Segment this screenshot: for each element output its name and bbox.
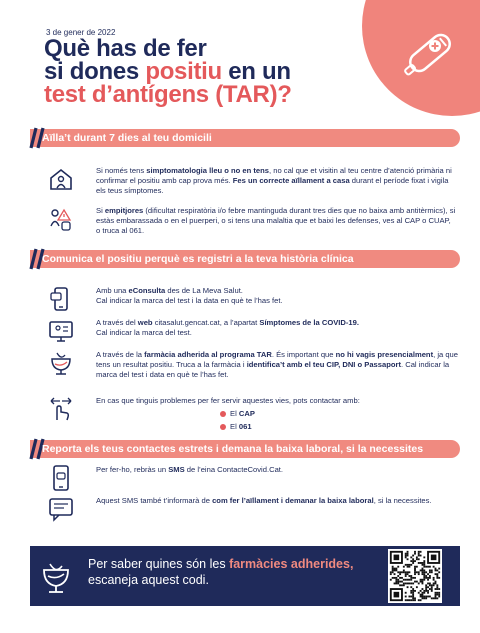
- section-heading-label: Comunica el positiu perquè es registri a la teva història clínica: [42, 253, 354, 265]
- info-text: Amb una eConsulta des de La Meva Salut. Cal indicar la marca del test i la data en què te l’has fet.: [96, 286, 283, 305]
- swipe-hand-icon: [48, 396, 74, 422]
- info-text: A través del web citasalut.gencat.cat, a l’apartat Símptomes de la COVID-19. Cal indicar la marca del test.: [96, 318, 359, 337]
- page-title: [44, 37, 374, 106]
- pharmacy-icon: [48, 350, 74, 376]
- section-heading-label: Aïlla’t durant 7 dies al teu domicili: [42, 132, 212, 144]
- info-text: Si empitjores (dificultat respiratòria i/o febre mantinguda durant tres dies que no baixa amb antitèrmics), si estàs embarassada o en el puerperi, o si tens una malaltia que et baixi les defenses, ves al CAP o CUAP, o truca al 061.: [96, 206, 456, 235]
- section-heading-2: [30, 250, 460, 268]
- sms-phone-icon: [48, 465, 74, 491]
- contact-option: El CAP: [220, 409, 466, 419]
- title-line-3: test d’antígens (TAR)?: [44, 81, 292, 108]
- section-heading-1: [30, 129, 460, 147]
- info-text: Si només tens simptomatologia lleu o no en tens, no cal que et visitin al teu centre d’atenció primària ni confirmar el positiu amb cap prova més. Fes un correcte aïllament a casa durant el període fixat i vigila els teus símptomes.: [96, 166, 452, 195]
- info-text: A través de la farmàcia adherida al programa TAR. És important que no hi vagis presencialment, ja que tens un resultat positiu. Truca a la farmàcia i identifica’t amb el teu CIP, DNI o Passaport. Cal indicar la marca del test i data en què te l’has fet.: [96, 350, 459, 379]
- info-text: Aquest SMS també t’informarà de com fer l’aïllament i demanar la baixa laboral, si la necessites.: [96, 496, 432, 505]
- bullet-dot: [220, 411, 226, 417]
- pharmacy-cup-icon: [38, 560, 74, 596]
- info-text: Per fer-ho, rebràs un SMS de l’eina ContacteCovid.Cat.: [96, 465, 284, 474]
- phone-app-icon: [48, 286, 74, 312]
- section-heading-label: Reporta els teus contactes estrets i demana la baixa laboral, si la necessites: [42, 443, 424, 455]
- web-monitor-icon: [48, 318, 74, 344]
- sms-message-icon: [48, 496, 74, 522]
- title-line-1: Què has de fer: [44, 35, 207, 62]
- patient-warning-icon: [48, 206, 74, 232]
- qr-code-icon[interactable]: [388, 549, 442, 603]
- bullet-dot: [220, 424, 226, 430]
- info-text: En cas que tinguis problemes per fer servir aquestes vies, pots contactar amb: El CAP El 061: [96, 396, 466, 432]
- contact-option: El 061: [220, 422, 466, 432]
- date: 3 de gener de 2022: [46, 28, 116, 37]
- title-line-2: si dones positiu en un: [44, 58, 291, 85]
- footer-text: Per saber quines són les farmàcies adherides, escaneja aquest codi.: [88, 557, 354, 587]
- house-person-icon: [48, 166, 74, 192]
- thermometer-icon: [395, 18, 465, 88]
- section-heading-3: [30, 440, 460, 458]
